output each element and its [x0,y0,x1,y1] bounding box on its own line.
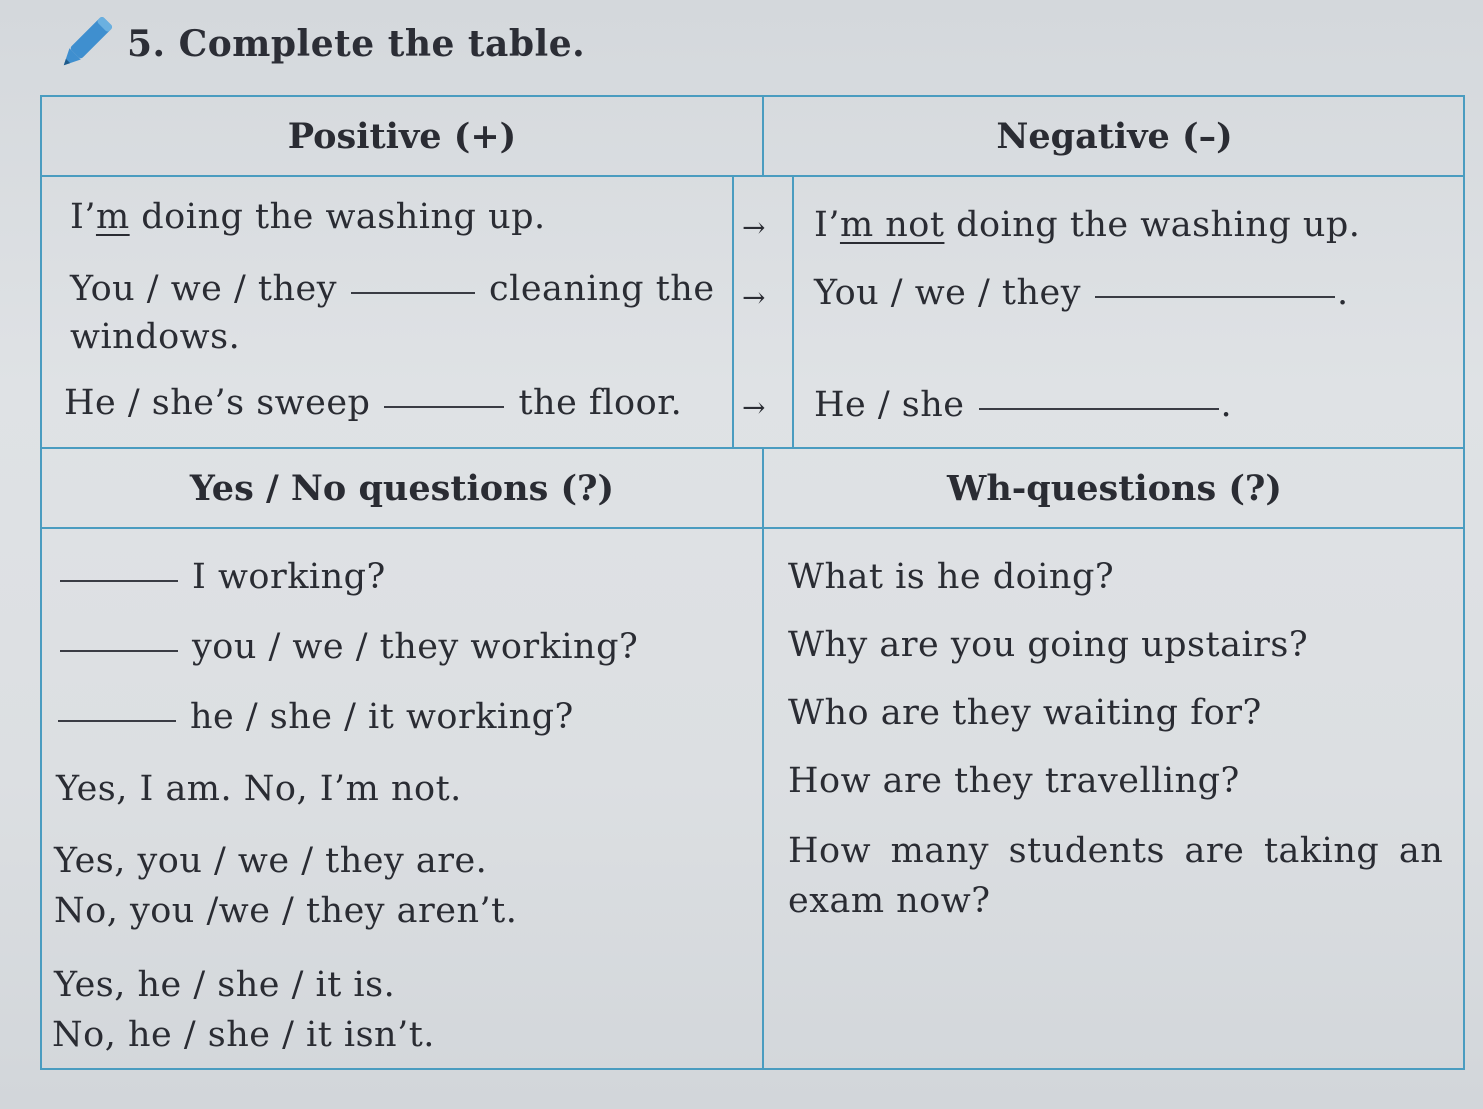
wh-header: Wh-questions (?) [947,467,1282,509]
arrow-column [734,177,794,449]
yesno-header-cell [42,449,764,529]
positive-header: Positive (+) [287,115,517,157]
short-answer-1: Yes, I am. No, I’m not. [56,769,462,809]
wh-question-5: How many students are taking an [788,831,1444,871]
yesno-question-3: he / she / it working? [56,697,574,737]
underlined-contraction: m [95,197,130,237]
wh-question-4: How are they travelling? [788,761,1240,801]
wh-body-cell [764,529,1465,1070]
positive-body-cell [42,177,734,449]
yesno-question-2: you / we / they working? [58,627,638,667]
answer-blank[interactable] [351,292,475,294]
wh-question-5-wrap: exam now? [788,881,991,921]
short-answer-2-positive: Yes, you / we / they are. [54,841,488,881]
negative-header-cell [764,97,1465,177]
answer-blank[interactable] [58,720,176,722]
underlined-negation: m not [839,205,945,245]
negative-header: Negative (–) [996,115,1233,157]
yesno-question-1: I working? [58,557,386,597]
wh-header-cell [764,449,1465,529]
positive-line-2-wrap: windows. [70,317,241,357]
negative-line-3: He / she . [814,385,1233,425]
exercise-header [55,8,755,80]
answer-blank[interactable] [60,580,178,582]
yesno-body-cell [42,529,764,1070]
exercise-title: 5. Complete the table. [127,23,586,65]
wh-question-2: Why are you going upstairs? [788,625,1309,665]
negative-line-2: You / we / they . [814,273,1349,313]
positive-line-2: You / we / they cleaning the [70,269,715,309]
answer-blank[interactable] [1095,296,1335,298]
grammar-table [40,95,1465,1070]
wh-question-1: What is he doing? [788,557,1115,597]
arrow-icon: → [742,211,766,244]
positive-header-cell [42,97,764,177]
arrow-icon: → [742,391,766,424]
pencil-icon [55,10,115,78]
short-answer-3-negative: No, he / she / it isn’t. [52,1015,435,1055]
wh-question-3: Who are they waiting for? [788,693,1262,733]
yesno-header: Yes / No questions (?) [189,467,615,509]
answer-blank[interactable] [60,650,178,652]
answer-blank[interactable] [384,406,504,408]
arrow-icon: → [742,281,766,314]
negative-body-cell [794,177,1465,449]
positive-line-3: He / she’s sweep the floor. [64,383,683,423]
positive-line-1: I’m doing the washing up. [70,197,546,237]
short-answer-3-positive: Yes, he / she / it is. [54,965,396,1005]
negative-line-1: I’m not doing the washing up. [814,205,1361,245]
answer-blank[interactable] [979,408,1219,410]
short-answer-2-negative: No, you /we / they aren’t. [54,891,518,931]
